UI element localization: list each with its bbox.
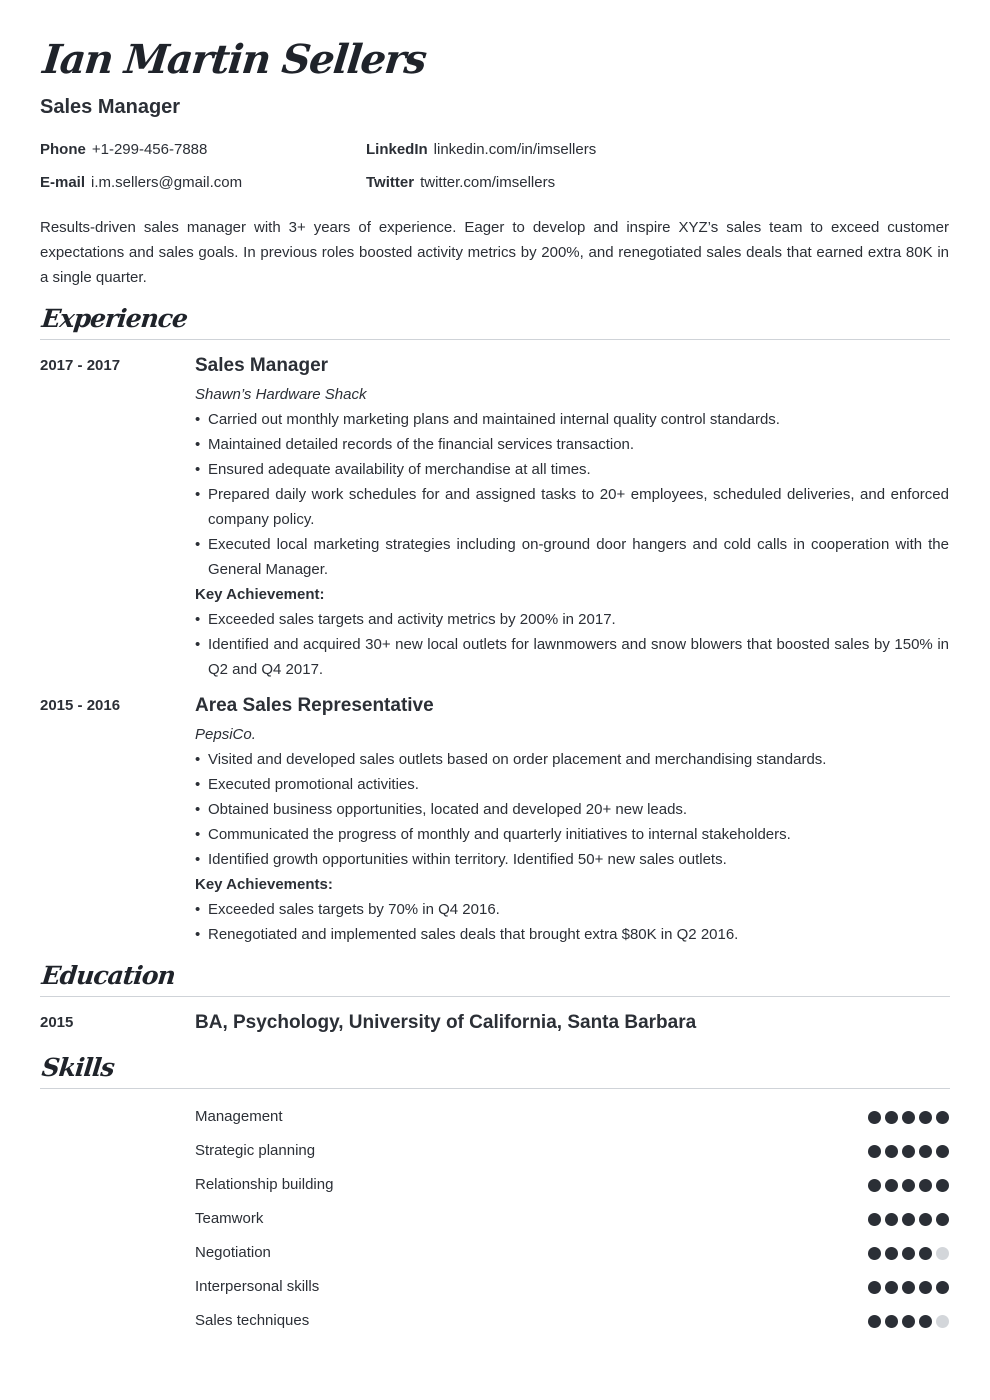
list-item: • Prepared daily work schedules for and assigned tasks to 20+ employees, scheduled deliveries, and enforced company policy. [195,482,949,532]
twitter-label: Twitter [366,174,415,191]
rating-dot-filled-icon [868,1111,881,1124]
list-item: • Obtained business opportunities, located and developed 20+ new leads. [195,797,949,822]
list-item: • Identified growth opportunities within territory. Identified 50+ new sales outlets. [195,847,949,872]
twitter-value: twitter.com/imsellers [420,174,556,191]
job-responsibilities [195,747,949,872]
list-item: • Exceeded sales targets by 70% in Q4 2016. [195,897,949,922]
skills-divider [40,1088,950,1089]
rating-dot-filled-icon [885,1179,898,1192]
job-achievements [195,897,949,947]
rating-dot-filled-icon [902,1315,915,1328]
rating-dot-filled-icon [868,1315,881,1328]
rating-dot-filled-icon [919,1247,932,1260]
rating-dot-filled-icon [885,1247,898,1260]
rating-dot-filled-icon [936,1213,949,1226]
skill-name: Interpersonal skills [195,1278,320,1295]
education-heading: Education [40,961,177,990]
rating-dot-filled-icon [919,1213,932,1226]
rating-dot-filled-icon [919,1315,932,1328]
contact-email [40,173,242,193]
key-achievements-label: Key Achievements: [195,876,333,893]
email-value: i.m.sellers@gmail.com [91,174,243,191]
job-title: Sales Manager [195,355,329,376]
rating-dot-filled-icon [885,1213,898,1226]
skill-name: Relationship building [195,1176,334,1193]
profile-summary: Results-driven sales manager with 3+ years of experience. Eager to develop and inspire XYZ’s sales team to exceed customer expectations and sales goals. In previous roles boosted activity metrics by 200%, and renegotiated sales deals that earned extra 80K in a single quarter. [40,219,949,286]
education-year: 2015 [40,1014,74,1031]
rating-dot-filled-icon [936,1281,949,1294]
skill-rating [868,1281,950,1294]
job-entry [195,352,949,682]
rating-dot-filled-icon [868,1179,881,1192]
key-achievements-label: Key Achievement: [195,586,325,603]
job-dates: 2015 - 2016 [40,697,121,714]
skill-row [195,1168,950,1202]
company-name: Shawn’s Hardware Shack [195,386,367,403]
skill-row [195,1202,950,1236]
skill-rating [868,1179,950,1192]
list-item: • Identified and acquired 30+ new local outlets for lawnmowers and snow blowers that boosted sales by 150% in Q2 and Q4 2017. [195,632,949,682]
list-item: • Executed local marketing strategies including on-ground door hangers and cold calls in cooperation with the General Manager. [195,532,949,582]
linkedin-value: linkedin.com/in/imsellers [433,141,597,158]
list-item: • Carried out monthly marketing plans and maintained internal quality control standards. [195,407,949,432]
rating-dot-filled-icon [868,1247,881,1260]
skill-row [195,1304,950,1338]
rating-dot-filled-icon [885,1145,898,1158]
skill-name: Management [195,1108,283,1125]
rating-dot-filled-icon [902,1247,915,1260]
skill-row [195,1100,950,1134]
rating-dot-empty-icon [936,1315,949,1328]
skill-row [195,1236,950,1270]
skill-name: Sales techniques [195,1312,310,1329]
rating-dot-filled-icon [902,1145,915,1158]
candidate-name: Ian Martin Sellers [40,36,428,83]
education-divider [40,996,950,997]
skills-list [195,1100,950,1338]
skill-row [195,1134,950,1168]
skill-rating [868,1247,950,1260]
skill-name: Teamwork [195,1210,264,1227]
rating-dot-filled-icon [885,1281,898,1294]
skill-rating [868,1145,950,1158]
list-item: • Executed promotional activities. [195,772,949,797]
rating-dot-empty-icon [936,1247,949,1260]
company-name: PepsiCo. [195,726,256,743]
contact-twitter [366,173,555,193]
job-responsibilities [195,407,949,582]
experience-heading: Experience [40,304,189,333]
email-label: E-mail [40,174,86,191]
job-title: Area Sales Representative [195,695,434,716]
rating-dot-filled-icon [902,1213,915,1226]
rating-dot-filled-icon [936,1179,949,1192]
skill-rating [868,1111,950,1124]
skills-heading: Skills [40,1053,116,1082]
skill-name: Strategic planning [195,1142,316,1159]
list-item: • Exceeded sales targets and activity metrics by 200% in 2017. [195,607,949,632]
skill-rating [868,1213,950,1226]
list-item: • Visited and developed sales outlets based on order placement and merchandising standards. [195,747,949,772]
rating-dot-filled-icon [868,1281,881,1294]
rating-dot-filled-icon [902,1179,915,1192]
skill-rating [868,1315,950,1328]
list-item: • Ensured adequate availability of merchandise at all times. [195,457,949,482]
education-degree: BA, Psychology, University of California, Santa Barbara [195,1012,697,1033]
rating-dot-filled-icon [919,1145,932,1158]
rating-dot-filled-icon [936,1111,949,1124]
list-item: • Renegotiated and implemented sales deals that brought extra $80K in Q2 2016. [195,922,949,947]
rating-dot-filled-icon [885,1111,898,1124]
contact-phone [40,140,207,160]
rating-dot-filled-icon [885,1315,898,1328]
job-dates: 2017 - 2017 [40,357,121,374]
contact-linkedin [366,140,596,160]
skill-row [195,1270,950,1304]
experience-divider [40,339,950,340]
linkedin-label: LinkedIn [366,141,428,158]
phone-value: +1-299-456-7888 [91,141,208,158]
job-achievements [195,607,949,682]
rating-dot-filled-icon [902,1281,915,1294]
job-entry [195,692,949,947]
skill-name: Negotiation [195,1244,271,1261]
rating-dot-filled-icon [919,1281,932,1294]
rating-dot-filled-icon [919,1179,932,1192]
list-item: • Maintained detailed records of the financial services transaction. [195,432,949,457]
rating-dot-filled-icon [868,1213,881,1226]
rating-dot-filled-icon [902,1111,915,1124]
rating-dot-filled-icon [936,1145,949,1158]
rating-dot-filled-icon [919,1111,932,1124]
list-item: • Communicated the progress of monthly and quarterly initiatives to internal stakeholders. [195,822,949,847]
phone-label: Phone [40,141,86,158]
job-title-headline: Sales Manager [40,96,181,118]
rating-dot-filled-icon [868,1145,881,1158]
